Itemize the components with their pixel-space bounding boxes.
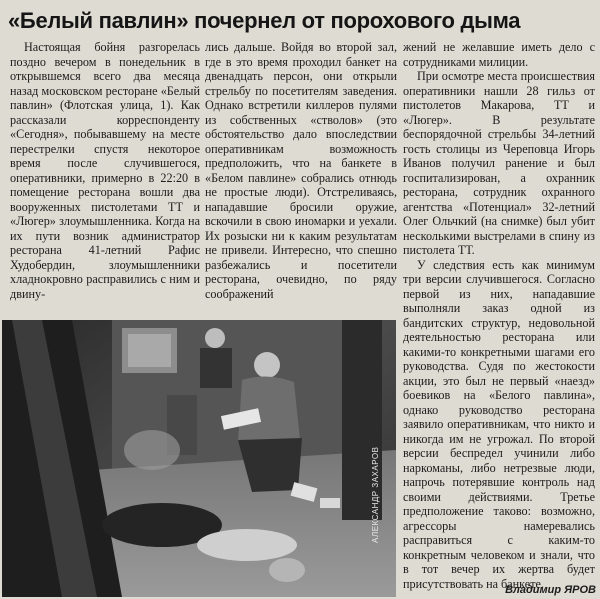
crime-scene-photo	[2, 320, 396, 597]
paragraph: У следствия есть как минимум три версии случившегося. Согласно первой из них, нападавшие выполняли заказ одной из бандитских структур, недовольной деятельностью ресторана или какими-то конкретными шагами его руководства. Судя по жестокости акции, это был не первый «наезд» боевиков на «Белого павлина», однако руководство ресторана заявило оперативникам, что никто и никогда им не угрожал. По второй версии беспредел учинили либо наркоманы, либо нетрезвые люди, напрочь потерявшие контроль над своими действиями. Третье предположение таково: возможно, агрессоры намеревались расправиться с каким-то конкретным человеком и знали, что в тот вечер их жертва будет присутствовать на банкете.	[403, 257, 595, 591]
paragraph: лись дальше. Войдя во второй зал, где в это время проходил банкет на двенадцать персон, они открыли стрельбу по посетителям заведения. Однако встретили киллеров пулями из собственных «стволов» (это обстоятельство дало впоследствии оперативникам возможность предположить, что на банкете в «Белом павлине» собрались отнюдь не простые люди). Отстреливаясь, нападавшие бросили оружие, вскочили в свою иномарки и уехали. Их розыски ни к каким результатам не привели. Интересно, что спешно разбежались и посетители ресторана, очевидно, по ряду соображений	[205, 40, 397, 301]
article-column-3	[403, 40, 595, 595]
author-byline: Владимир ЯРОВ	[505, 584, 596, 596]
paragraph: жений не желавшие иметь дело с сотрудниками милиции.	[403, 40, 595, 69]
photo-credit: АЛЕКСАНДР ЗАХАРОВ	[371, 446, 380, 544]
photo-illustration	[2, 320, 396, 597]
article-column-1	[10, 40, 200, 310]
paragraph: Настоящая бойня разгорелась поздно вечером в понедельник в открывшемся всего два месяца назад московском ресторане «Белый павлин» (Флотская улица, 1). Как рассказали корреспонденту «Сегодня», побывавшему на месте перестрелки спустя некоторое время после случившегося, оперативники, примерно в 22:20 в помещение ресторана вошли два вооруженных пистолетами ТТ и «Люгер» злоумышленника. Когда на их пути возник администратор ресторана 41-летний Рафис Худобердин, злоумышленники хладнокровно расправились с ним и двину-	[10, 40, 200, 301]
article-column-2	[205, 40, 397, 310]
paragraph: При осмотре места происшествия оперативники нашли 28 гильз от пистолетов Макарова, ТТ и «Люгер». В результате беспорядочной стрельбы 34-летний гость столицы из Череповца Игорь Иванов получил ранение и был госпитализирован, а охранник ресторана, сотрудник охранного агентства «Потенциал» 32-летний Олег Ольчкий (на снимке) был убит несколькими выстрелами в спину из пистолета ТТ.	[403, 69, 595, 257]
headline: «Белый павлин» почернел от порохового дыма	[8, 8, 521, 33]
